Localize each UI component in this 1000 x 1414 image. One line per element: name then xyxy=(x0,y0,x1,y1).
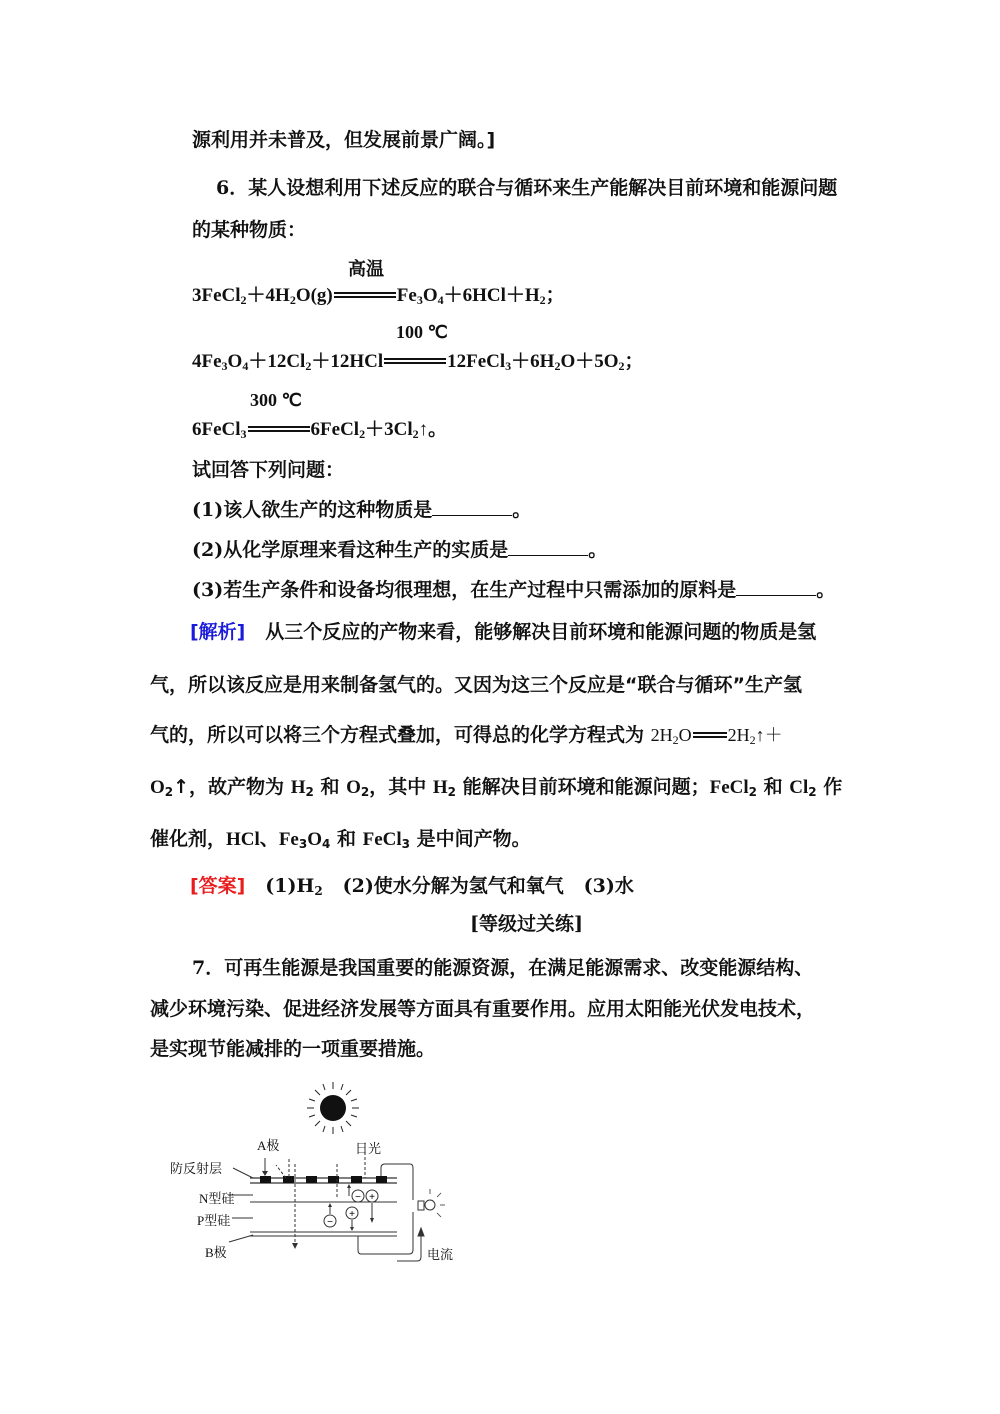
subquestion-end: 。 xyxy=(816,579,836,601)
reaction1-condition: 高温 xyxy=(348,259,384,279)
charge-carriers xyxy=(324,1184,378,1231)
svg-text:+: + xyxy=(369,1192,375,1203)
r2-term: ； xyxy=(624,351,644,372)
r1-term: ； xyxy=(545,285,565,306)
reaction3 xyxy=(192,418,447,442)
label-n-type-silicon: N型硅 xyxy=(199,1191,235,1206)
r1-sub: 2 xyxy=(289,293,296,307)
analysis-line4 xyxy=(150,775,842,800)
eq-term: 2H xyxy=(727,725,750,745)
formula-sub: 3 xyxy=(298,837,308,851)
r2-term: ＋12HCl xyxy=(311,351,384,372)
formula: H xyxy=(432,777,448,798)
r2-term: ＋12Cl xyxy=(248,351,306,372)
q6-subquestion-2 xyxy=(192,537,607,562)
r2-sub: 2 xyxy=(618,359,625,373)
eq-term: ↑＋ xyxy=(755,725,783,745)
q6-stem-line1: 6．某人设想利用下述反应的联合与循环来生产能解决目前环境和能源问题 xyxy=(216,177,838,199)
analysis-tag: [解析] xyxy=(190,621,246,643)
r1-term: O xyxy=(422,285,438,306)
r1-sub: 2 xyxy=(539,293,546,307)
q6-subquestion-3 xyxy=(192,577,835,602)
r3-term: 6FeCl xyxy=(192,419,241,440)
formula: Fe xyxy=(278,829,299,850)
section-heading: [等级过关练] xyxy=(470,913,583,935)
formula-sub: 2 xyxy=(748,785,757,799)
analysis-text: ↑，故产物为 xyxy=(173,776,291,798)
r2-term: 4Fe xyxy=(192,351,222,372)
formula: O xyxy=(346,777,361,798)
formula: FeCl xyxy=(709,777,749,798)
r1-sub: 3 xyxy=(416,293,423,307)
label-anti-reflection-layer: 防反射层 xyxy=(170,1161,223,1176)
answer-blank xyxy=(736,577,816,596)
formula: Cl xyxy=(789,777,809,798)
formula-sub: 4 xyxy=(322,837,331,851)
formula: FeCl xyxy=(362,829,402,850)
subquestion-text: (2)从化学原理来看这种生产的实质是 xyxy=(192,539,509,561)
r2-term: O xyxy=(227,351,243,372)
r2-term: O＋5O xyxy=(560,351,619,372)
label-a-electrode: A极 xyxy=(257,1138,280,1153)
eq-term: 2H xyxy=(650,725,673,745)
sun-icon xyxy=(307,1082,359,1134)
analysis-text: 和 xyxy=(330,828,363,850)
analysis-text: 和 xyxy=(313,776,347,798)
subquestion-text: (3)若生产条件和设备均很理想，在生产过程中只需添加的原料是 xyxy=(192,579,737,601)
svg-text:+: + xyxy=(349,1209,355,1220)
formula-sub: 2 xyxy=(164,785,174,799)
formula-sub: 2 xyxy=(360,785,370,799)
answer-sub: 2 xyxy=(314,884,323,898)
answer-part: (3)水 xyxy=(583,875,634,897)
reaction2 xyxy=(192,350,644,374)
analysis-text: 是中间产物。 xyxy=(410,828,531,850)
analysis-text: 从三个反应的产物来看，能够解决目前环境和能源问题的物质是氢 xyxy=(265,621,817,643)
r1-term: Fe xyxy=(396,285,417,306)
answer-line xyxy=(190,874,634,898)
overall-equation xyxy=(651,725,783,745)
analysis-text: 和 xyxy=(757,776,790,798)
r2-sub: 2 xyxy=(305,359,312,373)
analysis-text: 催化剂， xyxy=(150,828,227,850)
r1-sub: 2 xyxy=(240,293,247,307)
q6-subquestion-1 xyxy=(192,497,531,522)
formula-sub: 3 xyxy=(401,837,410,851)
reaction1 xyxy=(192,284,565,308)
label-sunlight: 日光 xyxy=(355,1141,382,1156)
r2-term: 12FeCl xyxy=(447,351,506,372)
eq-term: O xyxy=(678,725,692,745)
r1-term: ＋4H xyxy=(246,285,290,306)
svg-text:−: − xyxy=(327,1217,333,1228)
formula-sub: 2 xyxy=(447,785,456,799)
analysis-line2: 气，所以该反应是用来制备氢气的。又因为这三个反应是“联合与循环”生产氢 xyxy=(150,674,802,696)
r3-term: 6FeCl xyxy=(310,419,360,440)
q7-line1: 7．可再生能源是我国重要的能源资源，在满足能源需求、改变能源结构、 xyxy=(192,957,814,979)
r3-term: ↑。 xyxy=(418,419,448,440)
r1-term: O(g) xyxy=(295,285,333,306)
answer-blank xyxy=(432,497,512,516)
r1-term: ＋6HCl＋H xyxy=(443,285,540,306)
q6-stem-line2: 的某种物质： xyxy=(192,219,307,241)
formula: H xyxy=(290,777,306,798)
r2-sub: 4 xyxy=(242,359,249,373)
analysis-line1 xyxy=(190,620,816,644)
q6-prompt: 试回答下列问题： xyxy=(192,459,345,481)
analysis-text: 能解决目前环境和能源问题； xyxy=(455,776,710,798)
svg-text:−: − xyxy=(355,1192,361,1203)
formula-sub: 2 xyxy=(808,785,817,799)
eq-sub: 2 xyxy=(672,733,679,747)
r2-term: ＋6H xyxy=(511,351,555,372)
q7-line2: 减少环境污染、促进经济发展等方面具有重要作用。应用太阳能光伏发电技术， xyxy=(150,998,816,1020)
analysis-text: 气的，所以可以将三个方程式叠加，可得总的化学方程式为 xyxy=(150,724,645,746)
solar-cell-diagram xyxy=(165,1080,465,1270)
answer-tag: [答案] xyxy=(190,875,246,897)
reaction-equals-sign xyxy=(384,358,446,364)
analysis-text: ，其中 xyxy=(369,776,433,798)
formula-sub: 2 xyxy=(305,785,314,799)
r2-sub: 2 xyxy=(554,359,561,373)
analysis-line5 xyxy=(150,827,531,852)
label-p-type-silicon: P型硅 xyxy=(197,1213,231,1228)
r3-sub: 2 xyxy=(359,427,366,441)
r1-term: 3FeCl xyxy=(192,285,241,306)
answer-part: (1)H xyxy=(265,875,315,897)
formula: O xyxy=(307,829,322,850)
subquestion-end: 。 xyxy=(588,539,608,561)
intro-tail: 源利用并未普及，但发展前景广阔。] xyxy=(192,129,496,151)
r3-sub: 2 xyxy=(412,427,419,441)
reaction-equals-sign xyxy=(693,732,727,738)
electrode-strips xyxy=(260,1176,387,1183)
reaction-equals-sign xyxy=(248,426,310,432)
r2-sub: 3 xyxy=(221,359,228,373)
r1-sub: 4 xyxy=(437,293,444,307)
analysis-text: 作 xyxy=(816,776,843,798)
r3-term: ＋3Cl xyxy=(365,419,413,440)
reaction-equals-sign xyxy=(334,292,396,298)
reaction3-condition: 300 ℃ xyxy=(250,390,302,410)
q7-line3: 是实现节能减排的一项重要措施。 xyxy=(150,1038,436,1060)
label-current: 电流 xyxy=(427,1247,454,1262)
formula: HCl xyxy=(226,829,260,850)
analysis-line3 xyxy=(150,723,783,747)
answer-part: (2)使水分解为氢气和氧气 xyxy=(342,875,564,897)
answer-blank xyxy=(508,537,588,556)
subquestion-end: 。 xyxy=(512,499,532,521)
formula: O xyxy=(150,777,165,798)
r3-sub: 3 xyxy=(240,427,247,441)
analysis-text: 、 xyxy=(259,828,279,850)
label-b-electrode: B极 xyxy=(205,1245,227,1260)
eq-sub: 2 xyxy=(749,733,756,747)
reaction2-condition: 100 ℃ xyxy=(396,322,448,342)
light-bulb-icon xyxy=(418,1189,445,1217)
r2-sub: 3 xyxy=(505,359,512,373)
subquestion-text: (1)该人欲生产的这种物质是 xyxy=(192,499,433,521)
